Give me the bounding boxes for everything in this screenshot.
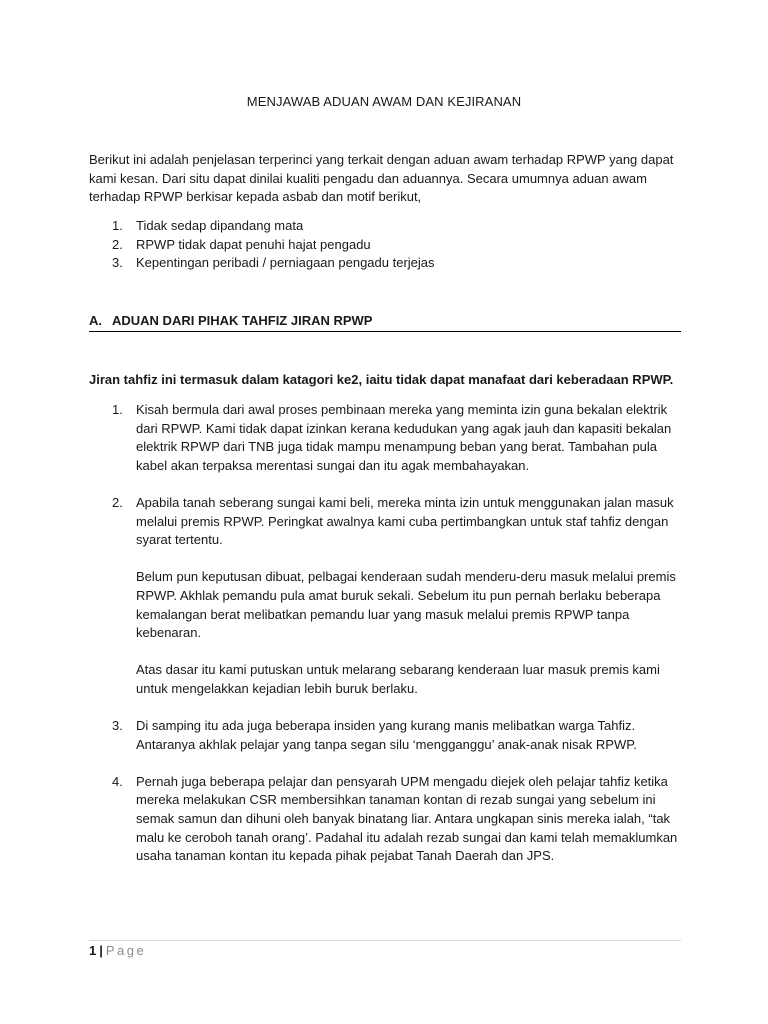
list-item-text: Kepentingan peribadi / perniagaan pengadu terjejas: [136, 255, 435, 271]
list-paragraph: Apabila tanah seberang sungai kami beli, mereka minta izin untuk menggunakan jalan masuk melalui premis RPWP. Peringkat awalnya kami cuba pertimbangkan untuk staf tahfiz dengan syarat tertentu.: [136, 494, 674, 548]
list-number: 2.: [112, 236, 123, 252]
list-item: [89, 773, 689, 866]
list-item-text: RPWP tidak dapat penuhi hajat pengadu: [136, 236, 371, 252]
page-number: 1: [89, 943, 97, 958]
list-number: 2.: [112, 494, 123, 510]
motive-list: [89, 217, 689, 273]
list-number: 3.: [112, 718, 123, 734]
list-item: [89, 217, 689, 236]
section-heading-text: ADUAN DARI PIHAK TAHFIZ JIRAN RPWP: [112, 313, 373, 328]
section-lead: Jiran tahfiz ini termasuk dalam katagori ke2, iaitu tidak dapat manafaat dari keberadaan RPWP.: [89, 372, 674, 387]
page-footer: [89, 943, 146, 958]
list-paragraph: Atas dasar itu kami putuskan untuk melarang sebarang kenderaan luar masuk premis kami untuk mengelakkan kejadian lebih buruk berlaku.: [136, 662, 660, 696]
footer-separator: |: [99, 943, 103, 958]
list-paragraph: Pernah juga beberapa pelajar dan pensyarah UPM mengadu diejek oleh pelajar tahfiz ketika mereka melakukan CSR membersihkan tanaman kontan di rezab sungai yang sebelum ini semak samun dan dihuni oleh banyak binatang liar. Antara ungkapan sinis mereka ialah, “tak malu ke ceroboh tanah orang’. Padahal itu adalah rezab sungai dan kami telah memaklumkan usaha tanaman kontan itu kepada pihak pejabat Tanah Daerah dan JPS.: [136, 773, 678, 864]
complaint-list: [89, 401, 689, 884]
section-heading: [89, 313, 681, 328]
heading-underline: [89, 331, 681, 332]
list-paragraph: Belum pun keputusan dibuat, pelbagai kenderaan sudah menderu-deru masuk melalui premis RPWP. Akhlak pemandu pula amat buruk sekali. Sebelum itu pun pernah berlaku beberapa kemalangan berat melibatkan pemandu luar yang masuk melalui premis RPWP tanpa kebenaran.: [136, 569, 676, 641]
list-number: 1.: [112, 402, 123, 417]
page-label: Page: [105, 943, 147, 958]
list-item: [89, 717, 689, 754]
list-item: [89, 401, 689, 475]
list-number: 3.: [112, 255, 123, 271]
list-item-text: Tidak sedap dipandang mata: [136, 218, 304, 233]
list-item: [89, 254, 689, 273]
section-letter: A.: [89, 313, 102, 328]
list-paragraph: Di samping itu ada juga beberapa insiden yang kurang manis melibatkan warga Tahfiz. Antaranya akhlak pelajar yang tanpa segan silu ‘mengganggu’ anak-anak nisak RPWP.: [136, 718, 637, 752]
intro-paragraph: Berikut ini adalah penjelasan terperinci yang terkait dengan aduan awam terhadap RPWP yang dapat kami kesan. Dari situ dapat dinilai kualiti pengadu dan aduannya. Secara umumnya aduan awam terhadap RPWP berkisar kepada asbab dan motif berikut,: [89, 152, 674, 205]
list-number: 4.: [112, 773, 123, 789]
list-number: 1.: [112, 218, 123, 233]
list-item: [89, 494, 689, 699]
footer-divider: [89, 940, 681, 941]
list-paragraph: Kisah bermula dari awal proses pembinaan mereka yang meminta izin guna bekalan elektrik dari RPWP. Kami tidak dapat izinkan kerana kedudukan yang agak jauh dan kapasiti bekalan elektrik RPWP dari TNB juga tidak mampu menampung beban yang berat. Tambahan pula kabel akan terpaksa merentasi sungai dan itu agak membahayakan.: [136, 402, 672, 473]
list-item: [89, 236, 689, 255]
document-title: MENJAWAB ADUAN AWAM DAN KEJIRANAN: [246, 94, 522, 109]
